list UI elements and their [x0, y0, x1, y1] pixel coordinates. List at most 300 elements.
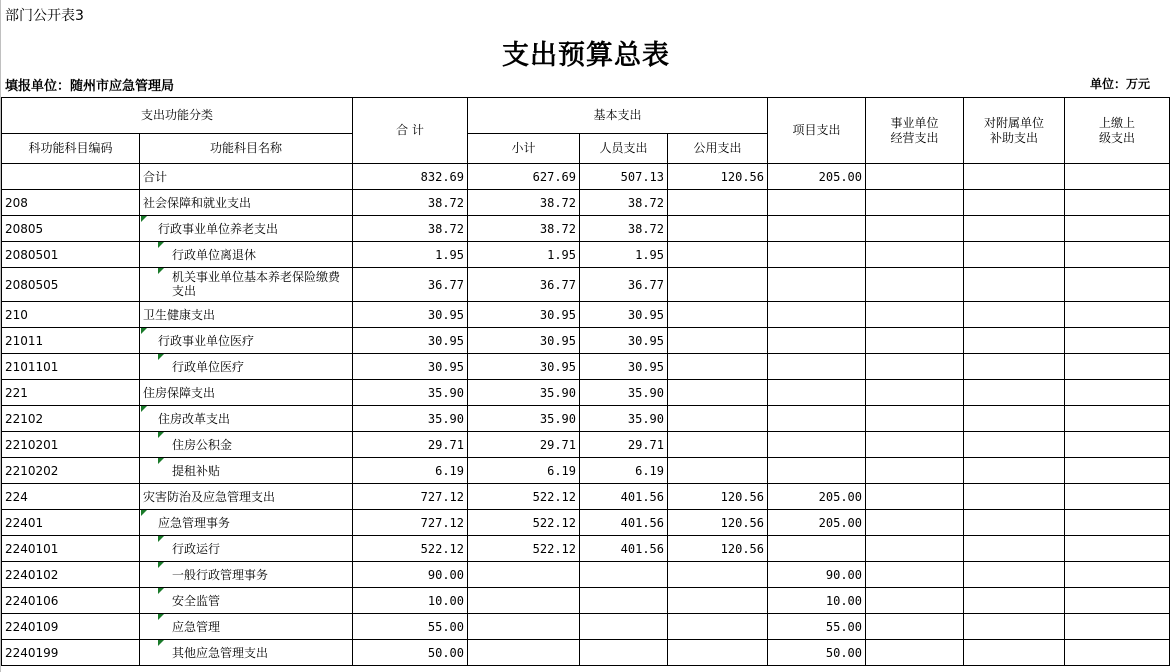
- cell-public: [668, 432, 768, 458]
- cell-upper: [1065, 562, 1170, 588]
- cell-code: [2, 302, 140, 328]
- cell-project: [768, 614, 866, 640]
- cell-upper: [1065, 640, 1170, 666]
- cell-business: [866, 268, 964, 302]
- cell-project: [768, 216, 866, 242]
- cell-subtotal-text: 522.12: [532, 541, 576, 556]
- cell-name-text: 住房改革支出: [158, 412, 231, 426]
- cell-personnel-text: 507.13: [620, 169, 664, 184]
- cell-subtotal: [468, 328, 580, 354]
- cell-public: [668, 484, 768, 510]
- cell-name-text: 灾害防治及应急管理支出: [143, 490, 276, 504]
- cell-name: [140, 510, 353, 536]
- table-row: [2, 640, 1170, 666]
- header-business-text: 事业单位 经营支出: [890, 116, 939, 145]
- cell-public: [668, 380, 768, 406]
- cell-total: [353, 614, 468, 640]
- cell-total: [353, 242, 468, 268]
- cell-personnel-text: 401.56: [620, 489, 664, 504]
- cell-personnel: [580, 302, 668, 328]
- cell-project-text: 205.00: [818, 169, 862, 184]
- cell-subtotal-text: 38.72: [539, 221, 576, 236]
- cell-personnel: [580, 484, 668, 510]
- cell-personnel: [580, 406, 668, 432]
- cell-code-text: 224: [5, 489, 28, 504]
- cell-marker-icon: [158, 588, 164, 594]
- cell-subtotal: [468, 536, 580, 562]
- cell-total-text: 522.12: [420, 541, 464, 556]
- cell-code: [2, 588, 140, 614]
- cell-personnel-text: 6.19: [635, 463, 664, 478]
- cell-marker-icon: [158, 354, 164, 360]
- cell-business: [866, 216, 964, 242]
- cell-project: [768, 164, 866, 190]
- cell-subtotal: [468, 164, 580, 190]
- cell-upper: [1065, 190, 1170, 216]
- cell-personnel: [580, 588, 668, 614]
- cell-personnel-text: 36.77: [627, 277, 664, 292]
- table-row: [2, 190, 1170, 216]
- cell-personnel-text: 30.95: [627, 359, 664, 374]
- table-row: [2, 328, 1170, 354]
- cell-subtotal-text: 522.12: [532, 515, 576, 530]
- cell-project: [768, 328, 866, 354]
- cell-name-text: 住房公积金: [172, 438, 233, 452]
- header-code: 科功能科目编码: [2, 134, 140, 164]
- cell-subsidy: [964, 328, 1065, 354]
- cell-subtotal-text: 627.69: [532, 169, 576, 184]
- cell-code: [2, 164, 140, 190]
- header-name: 功能科目名称: [140, 134, 353, 164]
- cell-project: [768, 380, 866, 406]
- table-row: [2, 484, 1170, 510]
- cell-business: [866, 588, 964, 614]
- cell-marker-icon: [141, 406, 147, 412]
- cell-total: [353, 380, 468, 406]
- cell-upper: [1065, 614, 1170, 640]
- header-subtotal: 小计: [468, 134, 580, 164]
- cell-name-text: 社会保障和就业支出: [143, 196, 252, 210]
- cell-subsidy: [964, 562, 1065, 588]
- cell-name: [140, 458, 353, 484]
- cell-code: [2, 510, 140, 536]
- cell-code-text: 22102: [5, 411, 44, 426]
- cell-personnel: [580, 380, 668, 406]
- cell-name-text: 行政单位医疗: [172, 360, 245, 374]
- cell-subsidy: [964, 242, 1065, 268]
- cell-code: [2, 242, 140, 268]
- cell-subtotal: [468, 216, 580, 242]
- cell-code-text: 210: [5, 307, 28, 322]
- cell-total: [353, 562, 468, 588]
- cell-subtotal: [468, 190, 580, 216]
- cell-code-text: 2080505: [5, 277, 59, 292]
- table-total-row: [2, 164, 1170, 190]
- cell-code-text: 2210201: [5, 437, 59, 452]
- cell-total-text: 38.72: [427, 221, 464, 236]
- cell-project: [768, 354, 866, 380]
- cell-code: [2, 268, 140, 302]
- cell-marker-icon: [158, 614, 164, 620]
- cell-subsidy: [964, 536, 1065, 562]
- cell-marker-icon: [158, 242, 164, 248]
- cell-total: [353, 640, 468, 666]
- table-row: [2, 242, 1170, 268]
- cell-business: [866, 510, 964, 536]
- cell-subtotal: [468, 510, 580, 536]
- cell-subsidy: [964, 432, 1065, 458]
- cell-project: [768, 190, 866, 216]
- cell-public-text: 120.56: [720, 541, 764, 556]
- cell-subtotal: [468, 302, 580, 328]
- cell-upper: [1065, 484, 1170, 510]
- cell-public: [668, 302, 768, 328]
- header-total: 合 计: [353, 98, 468, 164]
- cell-subtotal: [468, 432, 580, 458]
- cell-total-text: 29.71: [427, 437, 464, 452]
- cell-marker-icon: [158, 458, 164, 464]
- cell-code-text: 2240106: [5, 593, 59, 608]
- cell-subtotal: [468, 268, 580, 302]
- cell-project: [768, 458, 866, 484]
- cell-personnel-text: 38.72: [627, 195, 664, 210]
- cell-project: [768, 640, 866, 666]
- cell-name: [140, 588, 353, 614]
- cell-public: [668, 510, 768, 536]
- cell-name: [140, 302, 353, 328]
- cell-code-text: 2210202: [5, 463, 59, 478]
- cell-subtotal: [468, 588, 580, 614]
- cell-code-text: 22401: [5, 515, 44, 530]
- cell-code: [2, 354, 140, 380]
- cell-subtotal-text: 36.77: [539, 277, 576, 292]
- cell-subsidy: [964, 302, 1065, 328]
- cell-personnel-text: 30.95: [627, 307, 664, 322]
- cell-project-text: 90.00: [825, 567, 862, 582]
- cell-total: [353, 164, 468, 190]
- cell-code: [2, 216, 140, 242]
- cell-subsidy: [964, 216, 1065, 242]
- cell-project-text: 205.00: [818, 515, 862, 530]
- cell-name-text: 行政事业单位养老支出: [158, 222, 279, 236]
- cell-upper: [1065, 588, 1170, 614]
- page-title: 支出预算总表: [502, 40, 670, 71]
- cell-name: [140, 406, 353, 432]
- cell-code: [2, 640, 140, 666]
- cell-public: [668, 268, 768, 302]
- cell-project: [768, 510, 866, 536]
- cell-upper: [1065, 216, 1170, 242]
- cell-subtotal: [468, 380, 580, 406]
- cell-name: [140, 164, 353, 190]
- cell-code-text: 2240199: [5, 645, 59, 660]
- cell-total-text: 832.69: [420, 169, 464, 184]
- filing-unit-label: 填报单位：随州市应急管理局: [5, 79, 175, 94]
- cell-total-text: 30.95: [427, 359, 464, 374]
- cell-personnel-text: 38.72: [627, 221, 664, 236]
- cell-name-text: 应急管理: [172, 620, 221, 634]
- cell-subsidy: [964, 354, 1065, 380]
- cell-upper: [1065, 406, 1170, 432]
- cell-total: [353, 536, 468, 562]
- cell-public-text: 120.56: [720, 489, 764, 504]
- cell-code-text: 221: [5, 385, 28, 400]
- cell-code-text: 208: [5, 195, 28, 210]
- cell-subtotal: [468, 484, 580, 510]
- header-project-expenditure: 项目支出: [768, 98, 866, 164]
- cell-public: [668, 242, 768, 268]
- cell-subtotal-text: 6.19: [547, 463, 576, 478]
- cell-personnel: [580, 510, 668, 536]
- cell-subtotal: [468, 354, 580, 380]
- cell-code-text: 20805: [5, 221, 44, 236]
- cell-name: [140, 536, 353, 562]
- cell-personnel: [580, 458, 668, 484]
- cell-total-text: 30.95: [427, 333, 464, 348]
- cell-personnel-text: 35.90: [627, 385, 664, 400]
- cell-total-text: 50.00: [427, 645, 464, 660]
- cell-personnel-text: 35.90: [627, 411, 664, 426]
- cell-code: [2, 562, 140, 588]
- cell-marker-icon: [141, 216, 147, 222]
- cell-subsidy: [964, 588, 1065, 614]
- cell-public: [668, 406, 768, 432]
- cell-total: [353, 268, 468, 302]
- cell-business: [866, 380, 964, 406]
- cell-total: [353, 216, 468, 242]
- cell-subtotal-text: 35.90: [539, 385, 576, 400]
- cell-subtotal-text: 522.12: [532, 489, 576, 504]
- table-row: [2, 268, 1170, 302]
- cell-public: [668, 562, 768, 588]
- cell-code: [2, 432, 140, 458]
- cell-marker-icon: [158, 640, 164, 646]
- cell-subsidy: [964, 640, 1065, 666]
- cell-public-text: 120.56: [720, 515, 764, 530]
- cell-subtotal-text: 29.71: [539, 437, 576, 452]
- cell-name-text: 行政单位离退休: [172, 248, 257, 262]
- cell-code-text: 2080501: [5, 247, 59, 262]
- cell-project: [768, 484, 866, 510]
- cell-personnel: [580, 354, 668, 380]
- cell-name: [140, 614, 353, 640]
- table-row: [2, 536, 1170, 562]
- cell-public: [668, 216, 768, 242]
- cell-personnel: [580, 216, 668, 242]
- cell-name-text: 一般行政管理事务: [172, 568, 269, 582]
- cell-project: [768, 268, 866, 302]
- cell-business: [866, 164, 964, 190]
- table-row: [2, 614, 1170, 640]
- cell-total-text: 30.95: [427, 307, 464, 322]
- cell-name-text: 行政事业单位医疗: [158, 334, 255, 348]
- cell-personnel-text: 29.71: [627, 437, 664, 452]
- cell-code: [2, 328, 140, 354]
- cell-upper: [1065, 536, 1170, 562]
- cell-subtotal-text: 30.95: [539, 333, 576, 348]
- cell-public: [668, 614, 768, 640]
- header-subsidy-text: 对附属单位 补助支出: [983, 116, 1044, 145]
- cell-project-text: 50.00: [825, 645, 862, 660]
- cell-business: [866, 406, 964, 432]
- cell-name-text: 安全监管: [172, 594, 221, 608]
- cell-name: [140, 380, 353, 406]
- cell-personnel: [580, 562, 668, 588]
- cell-public: [668, 588, 768, 614]
- cell-subtotal: [468, 614, 580, 640]
- cell-total-text: 35.90: [427, 411, 464, 426]
- cell-total: [353, 510, 468, 536]
- cell-marker-icon: [158, 536, 164, 542]
- cell-business: [866, 328, 964, 354]
- cell-total-text: 90.00: [427, 567, 464, 582]
- cell-code-text: 21011: [5, 333, 44, 348]
- cell-name: [140, 328, 353, 354]
- cell-marker-icon: [158, 562, 164, 568]
- cell-name-text: 合计: [143, 170, 168, 184]
- cell-business: [866, 354, 964, 380]
- cell-business: [866, 302, 964, 328]
- header-personnel: 人员支出: [580, 134, 668, 164]
- table-row: [2, 216, 1170, 242]
- cell-project: [768, 302, 866, 328]
- cell-subsidy: [964, 268, 1065, 302]
- cell-upper: [1065, 302, 1170, 328]
- cell-personnel-text: 30.95: [627, 333, 664, 348]
- cell-total: [353, 302, 468, 328]
- cell-total: [353, 406, 468, 432]
- cell-subsidy: [964, 380, 1065, 406]
- cell-total-text: 35.90: [427, 385, 464, 400]
- cell-public: [668, 164, 768, 190]
- cell-business: [866, 484, 964, 510]
- cell-code-text: 2240109: [5, 619, 59, 634]
- cell-subtotal: [468, 458, 580, 484]
- cell-total-text: 1.95: [435, 247, 464, 262]
- cell-subsidy: [964, 458, 1065, 484]
- cell-total: [353, 190, 468, 216]
- cell-name: [140, 190, 353, 216]
- cell-subtotal-text: 38.72: [539, 195, 576, 210]
- cell-name-text: 机关事业单位基本养老保险缴费支出: [172, 270, 341, 298]
- cell-subsidy: [964, 190, 1065, 216]
- cell-subsidy: [964, 484, 1065, 510]
- cell-upper: [1065, 380, 1170, 406]
- cell-code: [2, 190, 140, 216]
- header-function-class: 支出功能分类: [2, 98, 353, 134]
- table-row: [2, 458, 1170, 484]
- table-row: [2, 354, 1170, 380]
- cell-name: [140, 242, 353, 268]
- cell-upper: [1065, 432, 1170, 458]
- cell-code: [2, 614, 140, 640]
- cell-personnel-text: 1.95: [635, 247, 664, 262]
- header-basic-expenditure: 基本支出: [468, 98, 768, 134]
- cell-total-text: 6.19: [435, 463, 464, 478]
- cell-total: [353, 328, 468, 354]
- cell-project-text: 205.00: [818, 489, 862, 504]
- cell-code: [2, 484, 140, 510]
- cell-name: [140, 432, 353, 458]
- cell-name-text: 提租补贴: [172, 464, 221, 478]
- header-upper-expenditure: [1065, 98, 1170, 164]
- cell-upper: [1065, 458, 1170, 484]
- cell-project: [768, 242, 866, 268]
- cell-subtotal: [468, 562, 580, 588]
- cell-upper: [1065, 164, 1170, 190]
- cell-subtotal-text: 35.90: [539, 411, 576, 426]
- cell-personnel: [580, 640, 668, 666]
- cell-project-text: 10.00: [825, 593, 862, 608]
- cell-personnel: [580, 328, 668, 354]
- cell-total: [353, 432, 468, 458]
- cell-subtotal-text: 30.95: [539, 359, 576, 374]
- cell-total-text: 10.00: [427, 593, 464, 608]
- cell-personnel: [580, 536, 668, 562]
- cell-personnel: [580, 614, 668, 640]
- budget-table: [1, 97, 1170, 666]
- cell-business: [866, 432, 964, 458]
- cell-subtotal: [468, 406, 580, 432]
- cell-code: [2, 380, 140, 406]
- cell-total: [353, 458, 468, 484]
- cell-marker-icon: [141, 328, 147, 334]
- table-row: [2, 562, 1170, 588]
- cell-personnel: [580, 268, 668, 302]
- cell-name: [140, 562, 353, 588]
- table-number-label: 部门公开表3: [5, 8, 84, 24]
- header-public: 公用支出: [668, 134, 768, 164]
- table-row: [2, 588, 1170, 614]
- cell-total-text: 55.00: [427, 619, 464, 634]
- cell-project: [768, 536, 866, 562]
- cell-name-text: 其他应急管理支出: [172, 646, 269, 660]
- cell-business: [866, 458, 964, 484]
- cell-public: [668, 190, 768, 216]
- cell-public: [668, 536, 768, 562]
- cell-total: [353, 354, 468, 380]
- cell-total-text: 36.77: [427, 277, 464, 292]
- cell-personnel: [580, 432, 668, 458]
- currency-unit-label: 单位：万元: [1089, 77, 1150, 91]
- cell-personnel: [580, 164, 668, 190]
- cell-code: [2, 406, 140, 432]
- table-row: [2, 406, 1170, 432]
- cell-personnel: [580, 242, 668, 268]
- cell-public: [668, 458, 768, 484]
- cell-business: [866, 640, 964, 666]
- cell-personnel: [580, 190, 668, 216]
- cell-upper: [1065, 268, 1170, 302]
- table-row: [2, 302, 1170, 328]
- cell-project: [768, 562, 866, 588]
- cell-project: [768, 432, 866, 458]
- table-row: [2, 510, 1170, 536]
- cell-upper: [1065, 510, 1170, 536]
- cell-public: [668, 328, 768, 354]
- cell-project-text: 55.00: [825, 619, 862, 634]
- cell-code-text: 2240102: [5, 567, 59, 582]
- cell-personnel-text: 401.56: [620, 515, 664, 530]
- cell-marker-icon: [141, 510, 147, 516]
- cell-upper: [1065, 328, 1170, 354]
- cell-name: [140, 484, 353, 510]
- table-row: [2, 380, 1170, 406]
- header-subsidy-expenditure: [964, 98, 1065, 164]
- cell-subtotal: [468, 640, 580, 666]
- cell-name: [140, 216, 353, 242]
- cell-public-text: 120.56: [720, 169, 764, 184]
